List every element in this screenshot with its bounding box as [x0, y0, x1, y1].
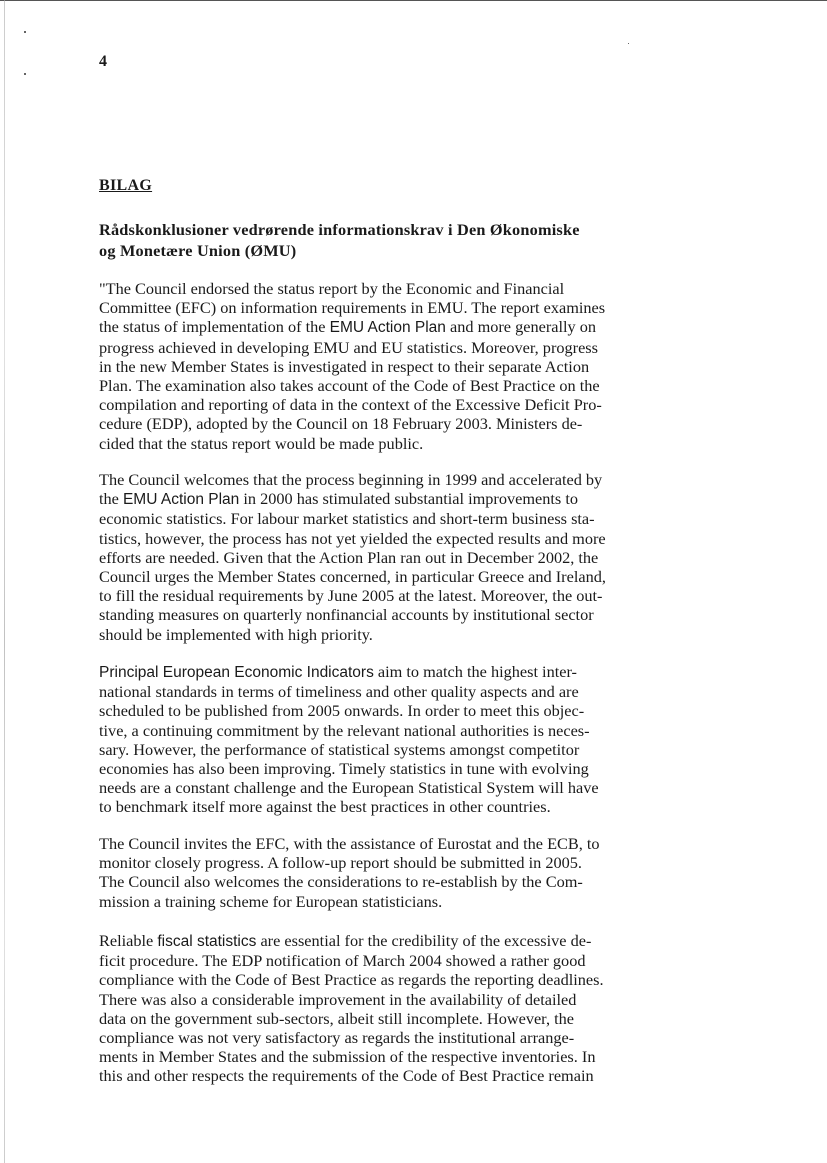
- text-line: There was also a considerable improvement in the availability of detailed: [99, 989, 577, 1009]
- text-line: The Council invites the EFC, with the assistance of Eurostat and the ECB, to: [99, 834, 600, 853]
- text-line: needs are a constant challenge and the European Statistical System will have: [99, 778, 599, 798]
- text-line: data on the government sub-sectors, albeit still incomplete. However, the: [99, 1008, 574, 1028]
- title-line: og Monetære Union (ØMU): [99, 241, 297, 260]
- text-line: efforts are needed. Given that the Action Plan ran out in December 2002, the: [99, 547, 599, 567]
- text-line: in the new Member States is investigated in respect to their separate Action: [99, 356, 590, 376]
- paragraph-4: [99, 834, 739, 911]
- text-line: national standards in terms of timeliness and other quality aspects and are: [99, 682, 579, 702]
- text-line: compliance with the Code of Best Practice as regards the reporting deadlines.: [99, 970, 604, 990]
- sans-phrase: EMU Action Plan: [122, 491, 240, 509]
- text-line: The Council also welcomes the considerations to re-establish by the Com-: [99, 872, 583, 892]
- text-line: tive, a continuing commitment by the relevant national authorities is neces-: [99, 720, 590, 740]
- text-line: cedure (EDP), adopted by the Council on 18 February 2003. Ministers de-: [99, 414, 583, 434]
- text-line: to fill the residual requirements by June 2005 at the latest. Moreover, the out-: [99, 586, 603, 606]
- scan-speck: [24, 73, 26, 75]
- text-line: "The Council endorsed the status report by the Economic and Financial: [99, 279, 565, 298]
- text-line: scheduled to be published from 2005 onwards. In order to meet this objec-: [99, 701, 585, 721]
- text-line: ments in Member States and the submission of the respective inventories. In: [99, 1047, 596, 1067]
- text-line: to benchmark itself more against the best practices in other countries.: [99, 797, 551, 817]
- paragraph-2: [99, 470, 739, 644]
- scan-speck: [628, 43, 629, 44]
- text-line: Reliable fiscal statistics are essential for the credibility of the excessive de-: [99, 931, 592, 950]
- text-line: ficit procedure. The EDP notification of March 2004 showed a rather good: [99, 951, 586, 971]
- scan-left-edge: [4, 0, 5, 1163]
- text-line: mission a training scheme for European statisticians.: [99, 891, 443, 911]
- paragraph-5: [99, 931, 739, 1086]
- scan-speck: [24, 31, 26, 33]
- text-line: Committee (EFC) on information requirements in EMU. The report examines: [99, 298, 606, 318]
- text-line: Plan. The examination also takes account of the Code of Best Practice on the: [99, 376, 600, 396]
- title-line: Rådskonklusioner vedrørende informationskrav i Den Økonomiske: [99, 220, 580, 239]
- text-line: this and other respects the requirements of the Code of Best Practice remain: [99, 1066, 594, 1086]
- paragraph-1: [99, 279, 739, 453]
- text-line: monitor closely progress. A follow-up report should be submitted in 2005.: [99, 853, 582, 873]
- sans-phrase: EMU Action Plan: [329, 319, 446, 337]
- section-heading: BILAG: [99, 177, 153, 194]
- text-line: progress achieved in developing EMU and EU statistics. Moreover, progress: [99, 337, 598, 357]
- text-line: standing measures on quarterly nonfinancial accounts by institutional sector: [99, 605, 594, 625]
- text-line: the status of implementation of the EMU Action Plan and more generally on: [99, 317, 597, 337]
- text-line: compilation and reporting of data in the context of the Excessive Deficit Pro-: [99, 395, 602, 415]
- document-title: [99, 219, 719, 261]
- paragraph-3: [99, 662, 739, 817]
- text-line: compliance was not very satisfactory as regards the institutional arrange-: [99, 1028, 575, 1048]
- sans-phrase: fiscal statistics: [157, 933, 257, 950]
- sans-phrase: Principal European Economic Indicators: [99, 664, 374, 681]
- text-line: economies has also been improving. Timely statistics in tune with evolving: [99, 759, 589, 779]
- page-number: 4: [99, 53, 107, 70]
- text-line: economic statistics. For labour market statistics and short-term business sta-: [99, 509, 595, 529]
- text-line: cided that the status report would be made public.: [99, 433, 424, 453]
- text-line: The Council welcomes that the process beginning in 1999 and accelerated by: [99, 470, 603, 489]
- text-line: Council urges the Member States concerned, in particular Greece and Ireland,: [99, 567, 606, 587]
- text-line: Principal European Economic Indicators aim to match the highest inter-: [99, 662, 577, 681]
- text-line: sary. However, the performance of statistical systems amongst competitor: [99, 739, 580, 759]
- scan-top-edge: [0, 0, 827, 1]
- text-line: should be implemented with high priority.: [99, 624, 373, 644]
- text-line: the EMU Action Plan in 2000 has stimulated substantial improvements to: [99, 489, 578, 509]
- text-line: tistics, however, the process has not yet yielded the expected results and more: [99, 528, 606, 548]
